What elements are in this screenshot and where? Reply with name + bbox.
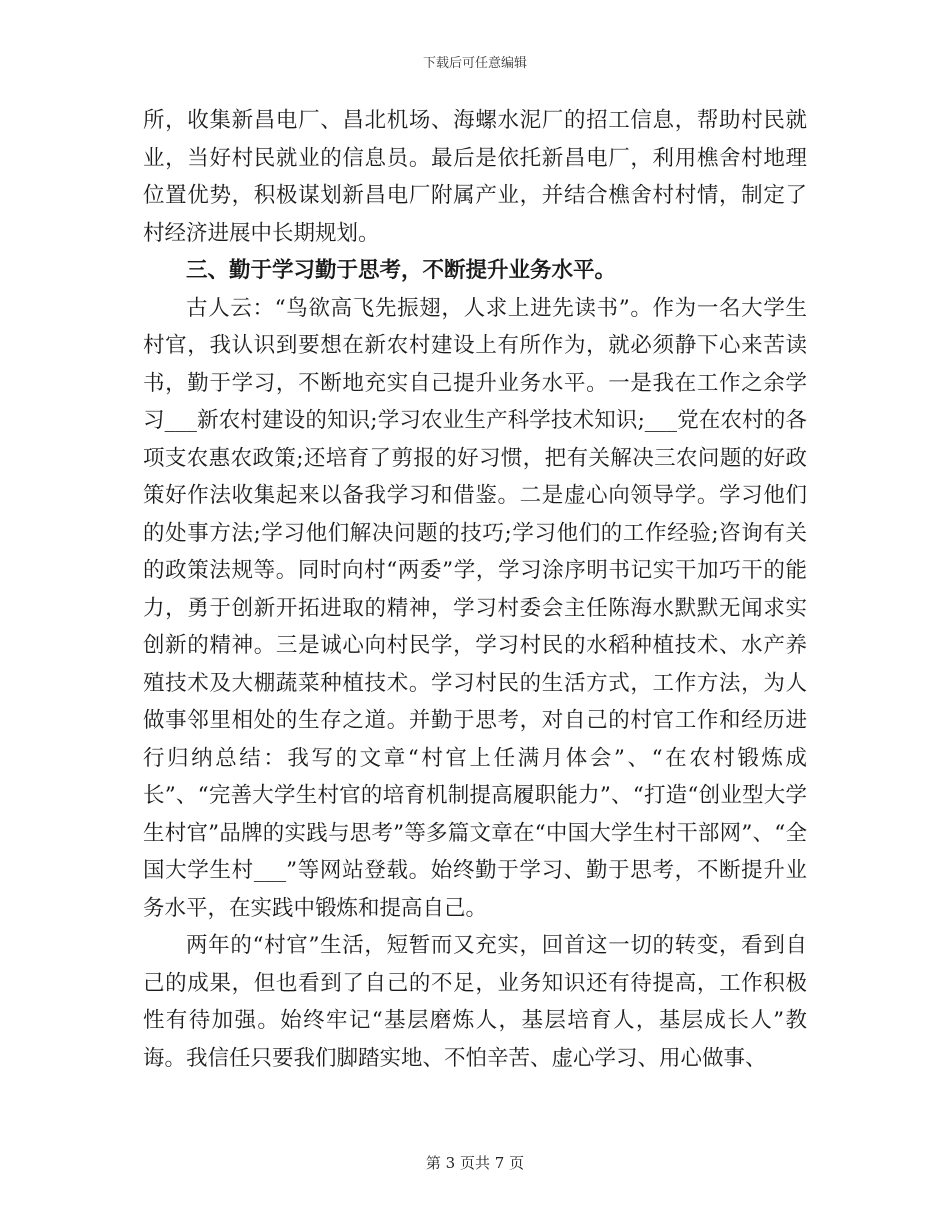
paragraph-study: 古人云：“鸟欲高飞先振翅，人求上进先读书”。作为一名大学生村官，我认识到要想在新农村建设上有所作为，就必须静下心来苦读书，勤于学习，不断地充实自己提升业务水平。一是我在工作之余学习___新农村建设的知识;学习农业生产科学技术知识;___党在农村的各项支农惠农政策;还培育了剪报的好习惯，把有关解决三农问题的好政策好作法收集起来以备我学习和借鉴。二是虚心向领导学。学习他们的处事方法;学习他们解决问题的技巧;学习他们的工作经验;咨询有关的政策法规等。同时向村“两委”学，学习涂序明书记实干加巧干的能力，勇于创新开拓进取的精神，学习村委会主任陈海水默默无闻求实创新的精神。三是诚心向村民学，学习村民的水稻种植技术、水产养殖技术及大棚蔬菜种植技术。学习村民的生活方式，工作方法，为人做事邻里相处的生存之道。并勤于思考，对自己的村官工作和经历进行归纳总结：我写的文章“村官上任满月体会”、“在农村锻炼成长”、“完善大学生村官的培育机制提高履职能力”、“打造“创业型大学生村官”品牌的实践与思考”等多篇文章在“中国大学生村干部网”、“全国大学生村___”等网站登载。始终勤于学习、勤于思考，不断提升业务水平，在实践中锻炼和提高自己。 — [143, 295, 807, 921]
section-heading: 三、勤于学习勤于思考，不断提升业务水平。 — [186, 258, 617, 283]
document-body — [143, 102, 807, 1077]
paragraph-summary: 两年的“村官”生活，短暂而又充实，回首这一切的转变，看到自己的成果，但也看到了自己的不足，业务知识还有待提高，工作积极性有待加强。始终牢记“基层磨炼人，基层培育人，基层成长人”教诲。我信任只要我们脚踏实地、不怕辛苦、虚心学习、用心做事、 — [143, 933, 807, 1071]
paragraph-continuation: 所，收集新昌电厂、昌北机场、海螺水泥厂的招工信息，帮助村民就业，当好村民就业的信息员。最后是依托新昌电厂，利用樵舍村地理位置优势，积极谋划新昌电厂附属产业，并结合樵舍村村情，制定了村经济进展中长期规划。 — [143, 108, 807, 246]
page-header: 下载后可任意编辑 — [422, 56, 527, 71]
page-number: 第 3 页共 7 页 — [425, 1154, 525, 1172]
